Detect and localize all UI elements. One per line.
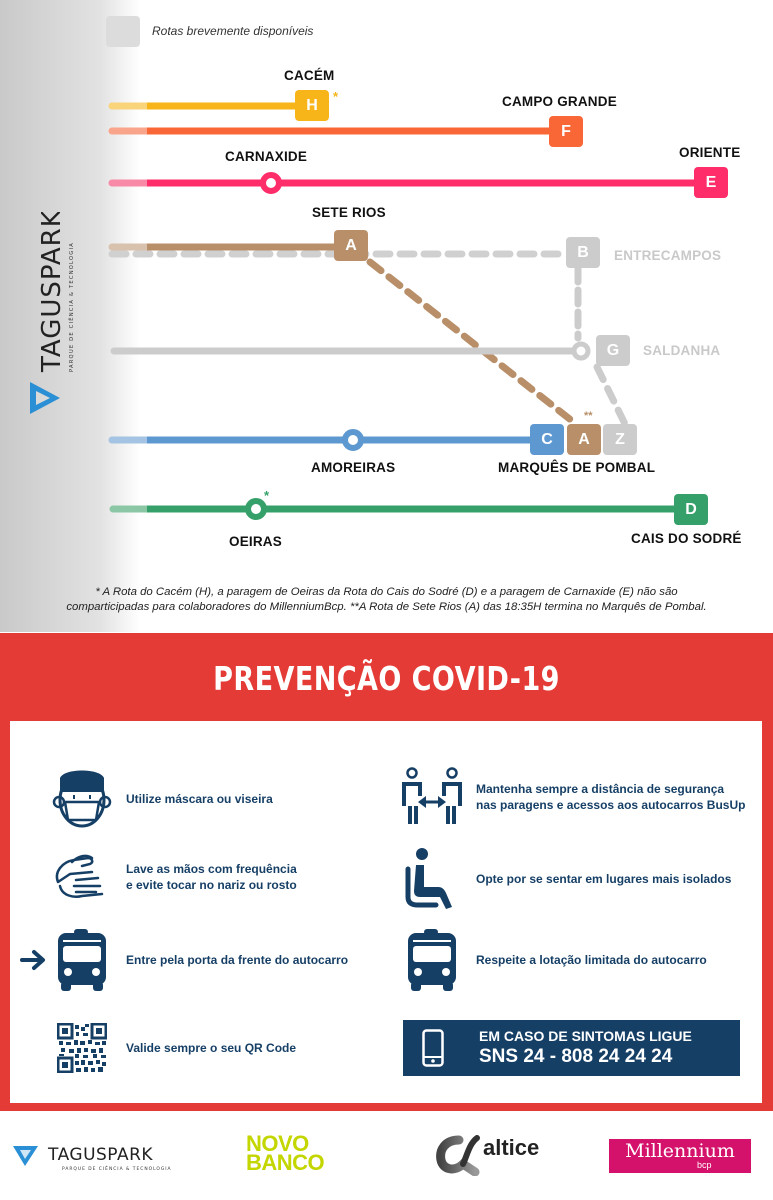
tip-distance-line-1: Mantenha sempre a distância de segurança: [476, 782, 725, 796]
tip-hand-wash-text: [126, 861, 297, 893]
tip-seat-text: Opte por se sentar em lugares mais isolados: [476, 872, 732, 886]
svg-text:TAGUSPARK: TAGUSPARK: [37, 212, 67, 372]
sns-phone-number[interactable]: SNS 24 - 808 24 24 24: [479, 1046, 673, 1067]
altice-wordmark: altice: [483, 1135, 540, 1160]
station-sete-rios: SETE RIOS: [312, 205, 386, 220]
tip-capacity-text: Respeite a lotação limitada do autocarro: [476, 953, 707, 967]
station-entrecampos: ENTRECAMPOS: [614, 248, 722, 263]
altice-alpha-icon: [435, 1132, 485, 1176]
route-badge-a[interactable]: A: [334, 230, 368, 261]
covid-tips-panel: [10, 721, 762, 1103]
svg-text:PARQUE DE CIÊNCIA & TECNOLOGIA: PARQUE DE CIÊNCIA & TECNOLOGIA: [69, 242, 75, 372]
tip-capacity: [400, 928, 707, 992]
covid-title: PREVENÇÃO COVID-19: [213, 659, 560, 698]
bcp-wordmark: bcp: [697, 1160, 712, 1170]
tip-qr-code: [50, 1016, 296, 1080]
station-amoreiras: AMOREIRAS: [311, 460, 396, 475]
note-star-oeiras: *: [264, 488, 270, 503]
note-star-cacem: *: [333, 89, 339, 104]
seat-icon: [400, 847, 464, 911]
route-badge-f[interactable]: F: [549, 116, 583, 147]
legend-swatch: [106, 16, 140, 47]
logo-novo-banco: [246, 1131, 325, 1175]
tip-hand-wash-line-2: e evite tocar no nariz ou rosto: [126, 878, 297, 892]
novo-banco-line-1: NOVO: [246, 1131, 309, 1156]
route-badge-b[interactable]: B: [566, 237, 600, 268]
station-saldanha: SALDANHA: [643, 343, 721, 358]
phone-icon: [403, 1029, 463, 1067]
route-badge-z[interactable]: Z: [603, 424, 637, 455]
bus-icon: [400, 928, 464, 992]
bus-front-door-icon: [18, 928, 114, 992]
tip-hand-wash-line-1: Lave as mãos com frequência: [126, 862, 297, 876]
tip-mask: [50, 767, 273, 831]
station-cacem: CACÉM: [284, 68, 335, 83]
footnote-line-2: comparticipadas para colaboradores do MillenniumBcp. **A Rota de Sete Rios (A) das 18:35H termina no Marquês de Pombal.: [66, 601, 707, 613]
legend-label: Rotas brevemente disponíveis: [152, 24, 314, 38]
station-marques-de-pombal: MARQUÊS DE POMBAL: [498, 460, 656, 475]
tip-distance-text: [476, 781, 745, 813]
tip-distance: [400, 765, 745, 829]
taguspark-vertical-logo: [16, 212, 76, 422]
note-double-star: **: [584, 410, 593, 422]
tip-seat: [400, 847, 731, 911]
route-badge-c[interactable]: C: [530, 424, 564, 455]
partner-logos: [0, 1112, 773, 1200]
sns-call-prompt: EM CASO DE SINTOMAS LIGUE: [479, 1028, 692, 1044]
tip-distance-line-2: nas paragens e acessos aos autocarros BusUp: [476, 798, 746, 812]
station-campo-grande: CAMPO GRANDE: [502, 94, 617, 109]
route-badge-e[interactable]: E: [694, 167, 728, 198]
station-carnaxide: CARNAXIDE: [225, 149, 308, 164]
station-oeiras: OEIRAS: [229, 534, 282, 549]
svg-text:TAGUSPARK: TAGUSPARK: [48, 1145, 154, 1165]
station-oriente: ORIENTE: [679, 145, 741, 160]
tip-front-door: [18, 928, 348, 992]
tip-mask-text: Utilize máscara ou viseira: [126, 792, 273, 806]
logo-altice: [435, 1132, 539, 1176]
tip-hand-wash: [50, 845, 297, 909]
distance-icon: [400, 765, 464, 829]
qr-code-icon: [50, 1016, 114, 1080]
logo-millennium-bcp: [609, 1139, 751, 1173]
route-badge-d[interactable]: D: [674, 494, 708, 525]
svg-text:PARQUE DE CIÊNCIA & TECNOLOGIA: PARQUE DE CIÊNCIA & TECNOLOGIA: [62, 1167, 172, 1172]
footnote: [0, 585, 773, 615]
millennium-wordmark: Millennium: [625, 1140, 735, 1162]
covid-prevention-section: [0, 633, 773, 1111]
tip-qr-code-text: Valide sempre o seu QR Code: [126, 1041, 297, 1055]
route-badge-h[interactable]: H: [295, 90, 329, 121]
hand-wash-icon: [50, 845, 114, 909]
logo-taguspark: [12, 1142, 182, 1177]
route-badge-a-marques[interactable]: A: [567, 424, 601, 455]
footnote-line-1: * A Rota do Cacém (H), a paragem de Oeiras da Rota do Cais do Sodré (D) e a paragem de Carnaxide (E) não são: [95, 586, 678, 598]
sns24-hotline-banner: [403, 1020, 740, 1076]
novo-banco-line-2: BANCO: [246, 1150, 325, 1175]
mask-icon: [50, 767, 114, 831]
route-badge-g[interactable]: G: [596, 335, 630, 366]
tip-front-door-text: Entre pela porta da frente do autocarro: [126, 953, 349, 967]
station-cais-do-sodre: CAIS DO SODRÉ: [631, 531, 742, 546]
